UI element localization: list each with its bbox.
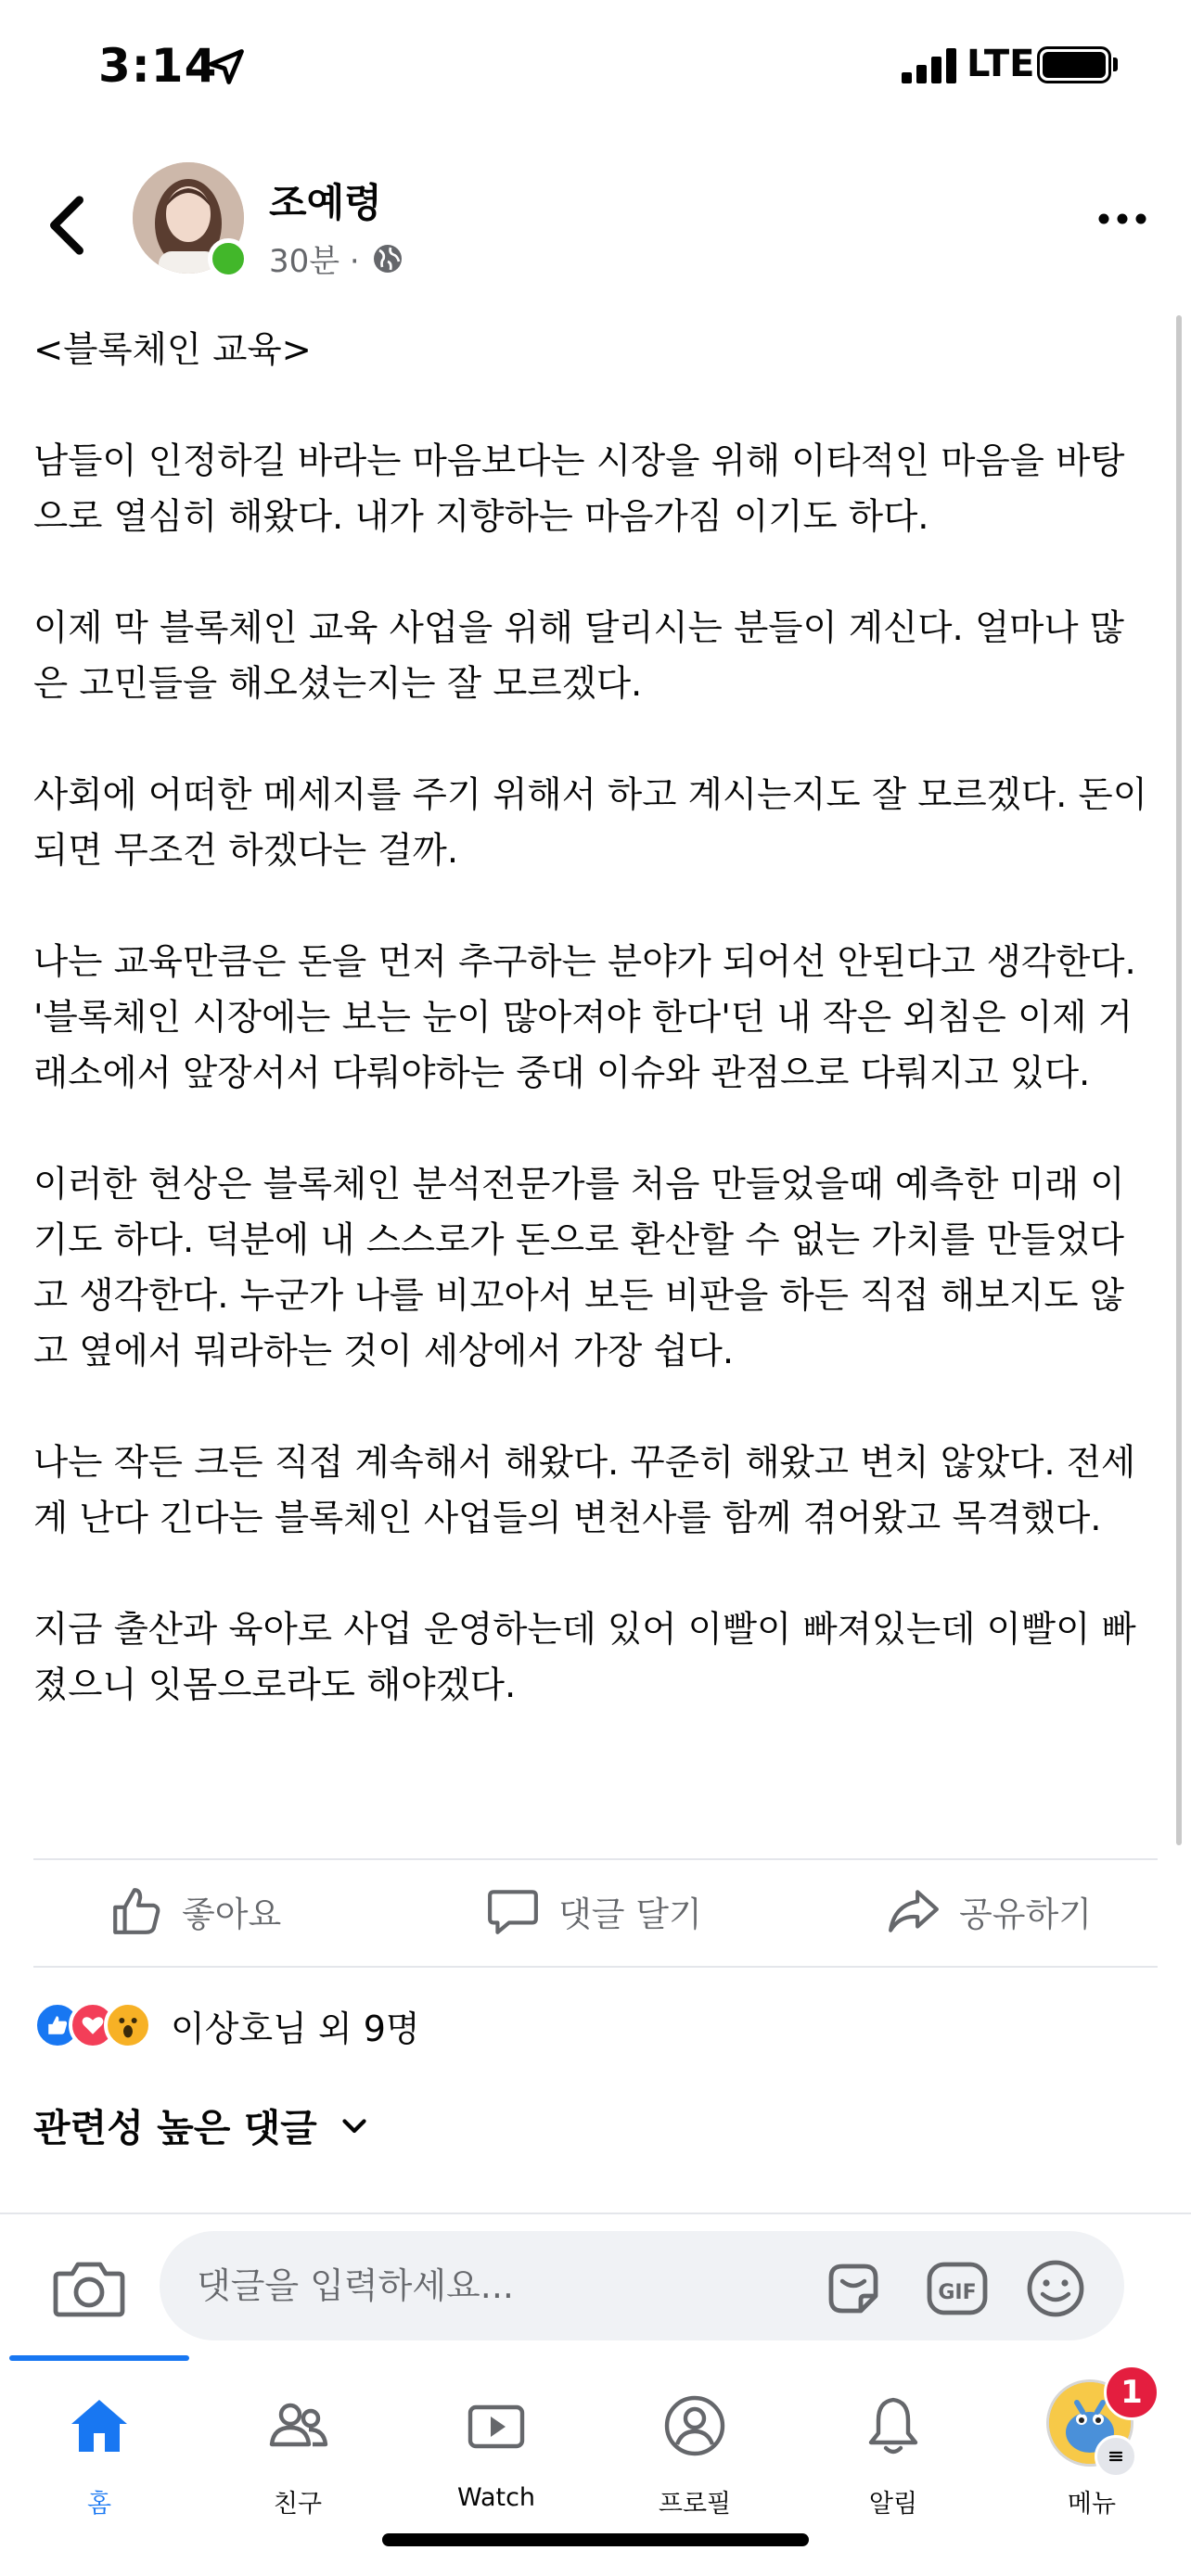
tab-menu-label: 메뉴 [1067, 2490, 1117, 2519]
network-type: LTE [967, 43, 1035, 85]
post-header [0, 158, 1191, 297]
comment-composer [0, 2213, 1191, 2353]
comment-sort-label: 관련성 높은 댓글 [33, 2106, 317, 2150]
tab-home[interactable] [0, 2379, 198, 2519]
more-options-icon[interactable] [1095, 210, 1150, 228]
tab-profile[interactable] [596, 2379, 794, 2519]
notification-badge: 1 [1104, 2365, 1159, 2420]
post-paragraph: 지금 출산과 육아로 사업 운영하는데 있어 이빨이 빠져있는데 이빨이 빠졌으니 잇몸으로라도 해야겠다. [33, 1609, 1136, 1706]
bell-icon [860, 2392, 927, 2459]
post-paragraph: 사회에 어떠한 메세지를 주기 위해서 하고 계시는지도 잘 모르겠다. 돈이 되면 무조건 하겠다는 걸까. [33, 774, 1159, 872]
comment-label: 댓글 달기 [558, 1894, 702, 1934]
tab-friends-label: 친구 [273, 2490, 323, 2519]
share-icon [887, 1884, 941, 1938]
watch-icon [463, 2392, 530, 2459]
tab-watch-label: Watch [456, 2483, 536, 2512]
tab-profile-label: 프로필 [658, 2490, 732, 2519]
post-paragraph: 남들이 인정하길 바라는 마음보다는 시장을 위해 이타적인 마음을 바탕으로 열심히 해왔다. 내가 지향하는 마음가짐 이기도 하다. [33, 440, 1125, 538]
chevron-down-icon [338, 2109, 371, 2142]
home-indicator [382, 2533, 809, 2546]
post-body [33, 323, 1158, 1769]
emoji-icon[interactable] [1022, 2255, 1089, 2322]
tab-home-label: 홈 [86, 2490, 112, 2519]
sticker-icon[interactable] [820, 2255, 887, 2322]
friends-icon [264, 2392, 331, 2459]
share-label: 공유하기 [959, 1894, 1092, 1934]
svg-text:GIF: GIF [938, 2281, 977, 2304]
battery-icon [1037, 46, 1111, 83]
thumbs-up-icon [109, 1884, 163, 1938]
home-icon [66, 2392, 133, 2459]
tab-friends[interactable] [198, 2379, 397, 2519]
divider [33, 1966, 1158, 1968]
like-button[interactable] [109, 1884, 281, 1938]
share-button[interactable] [887, 1884, 1092, 1938]
post-paragraph: 나는 작든 크든 직접 계속해서 해왔다. 꾸준히 해왔고 변치 않았다. 전세계 난다 긴다는 블록체인 사업들의 변천사를 함께 겪어왔고 목격했다. [33, 1442, 1136, 1539]
active-tab-indicator [9, 2355, 189, 2361]
location-arrow-icon [206, 46, 247, 87]
signal-icon [902, 46, 967, 83]
reactions-text: 이상호님 외 9명 [171, 2008, 420, 2049]
reactions-summary[interactable] [33, 1996, 420, 2055]
back-icon[interactable] [39, 193, 95, 258]
post-paragraph: 이러한 현상은 블록체인 분석전문가를 처음 만들었을때 예측한 미래 이기도 하다. 덕분에 내 스스로가 돈으로 환산할 수 없는 가치를 만들었다고 생각한다. 누군가 나를 비꼬아서 보든 비판을 하든 직접 해보지도 않고 옆에서 뭐라하는 것이 세상에서 가장 쉽다. [33, 1164, 1125, 1372]
gif-icon[interactable] [924, 2255, 991, 2322]
post-paragraph: <블록체인 교육> [33, 329, 312, 371]
wow-reaction-icon [104, 2001, 152, 2049]
post-paragraph: 나는 교육만큼은 돈을 먼저 추구하는 분야가 되어선 안된다고 생각한다. '블록체인 시장에는 보는 눈이 많아져야 한다'던 내 작은 외침은 이제 거래소에서 앞장서서 다뤄야하는 중대 이슈와 관점으로 다뤄지고 있다. [33, 941, 1147, 1094]
post-actions [0, 1860, 1191, 1962]
author-name[interactable]: 조예령 [269, 180, 382, 225]
camera-icon[interactable] [52, 2257, 126, 2320]
profile-icon [661, 2392, 728, 2459]
online-status-dot [208, 238, 249, 279]
tab-notifications-label: 알림 [868, 2490, 918, 2519]
comment-button[interactable] [486, 1884, 702, 1938]
globe-icon [371, 242, 404, 275]
post-time: 30분 · [269, 243, 360, 280]
hamburger-icon [1095, 2435, 1137, 2478]
like-label: 좋아요 [182, 1894, 282, 1934]
battery-cap [1113, 57, 1118, 71]
status-time: 3:14 [98, 39, 218, 93]
status-bar [0, 0, 1191, 139]
scrollbar[interactable] [1176, 315, 1182, 1845]
comment-sort-dropdown[interactable] [33, 2098, 371, 2152]
post-meta [269, 236, 404, 281]
post-paragraph: 이제 막 블록체인 교육 사업을 위해 달리시는 분들이 계신다. 얼마나 많은 고민들을 해오셨는지는 잘 모르겠다. [33, 607, 1124, 705]
tab-watch[interactable] [397, 2379, 596, 2519]
comment-icon [486, 1884, 540, 1938]
tab-notifications[interactable] [794, 2379, 992, 2519]
